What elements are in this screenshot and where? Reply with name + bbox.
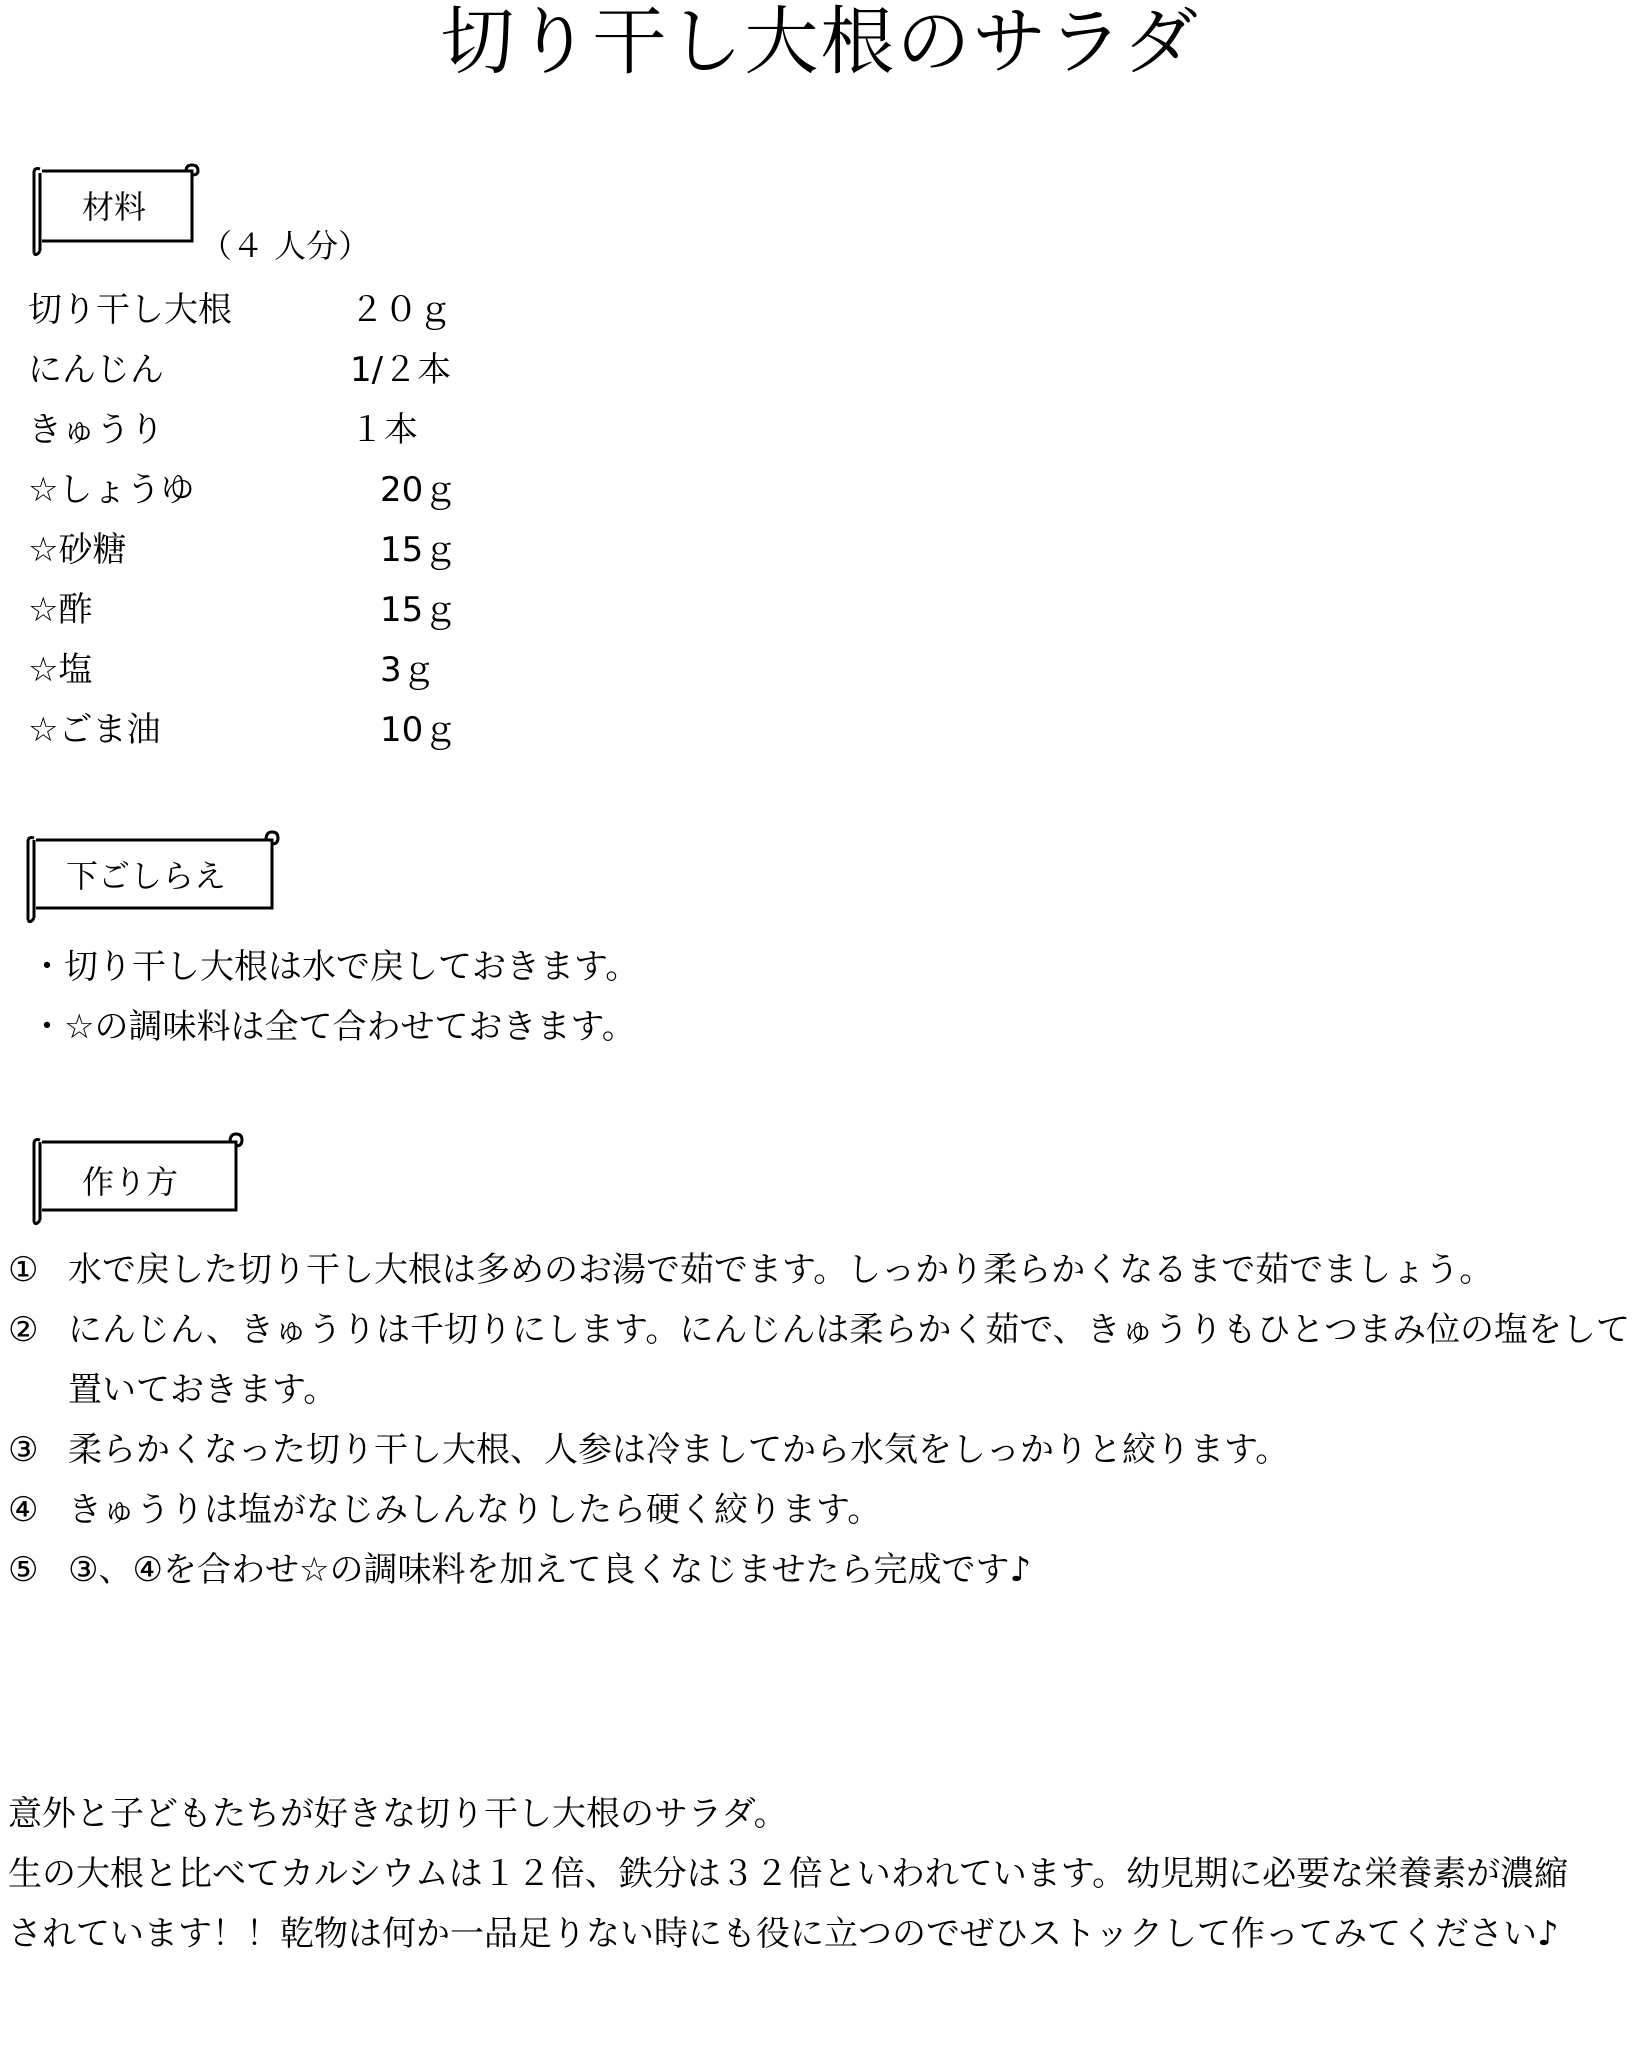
step-number: ① — [8, 1250, 39, 1290]
step-number: ⑤ — [8, 1550, 39, 1590]
ingredient-name: にんじん — [28, 350, 164, 390]
step-text: きゅうりは塩がなじみしんなりしたら硬く絞ります。 — [68, 1490, 882, 1530]
section-header-ingredients — [26, 165, 198, 257]
ingredient-name: ☆塩 — [28, 650, 93, 690]
section-title-ingredients: 材料 — [82, 188, 147, 226]
ingredient-row — [28, 645, 548, 695]
step-text: 水で戻した切り干し大根は多めのお湯で茹でます。しっかり柔らかくなるまで茹でましょう。 — [68, 1250, 1494, 1290]
ingredient-name: ☆砂糖 — [28, 530, 127, 570]
step-number: ③ — [8, 1430, 39, 1470]
section-title-method: 作り方 — [82, 1163, 179, 1201]
servings: （４ 人分） — [200, 227, 371, 265]
step-text: 柔らかくなった切り干し大根、人参は冷ましてから水気をしっかりと絞ります。 — [68, 1430, 1290, 1470]
section-header-prep — [22, 832, 278, 924]
ingredient-row — [28, 405, 548, 455]
ingredient-qty: 10ｇ — [380, 710, 458, 750]
ingredient-qty: ２０ｇ — [350, 290, 452, 330]
ingredient-qty: 20ｇ — [380, 470, 458, 510]
ingredient-qty: 15ｇ — [380, 530, 458, 570]
section-header-method — [26, 1134, 242, 1226]
ingredient-name: ☆ごま油 — [28, 710, 161, 750]
ingredient-name: ☆しょうゆ — [28, 470, 195, 510]
ingredient-name: きゅうり — [28, 410, 164, 450]
ingredient-row — [28, 705, 548, 755]
ingredient-row — [28, 585, 548, 635]
method-step — [8, 1540, 1633, 1600]
prep-item: ・切り干し大根は水で戻しておきます。 — [30, 947, 640, 987]
ingredient-name: 切り干し大根 — [28, 290, 232, 330]
step-text: にんじん、きゅうりは千切りにします。にんじんは柔らかく茹で、きゅうりもひとつまみ位の塩をして置いておきます。 — [68, 1310, 1630, 1410]
step-text: ③、④を合わせ☆の調味料を加えて良くなじませたら完成です♪ — [68, 1550, 1032, 1590]
ingredient-row — [28, 465, 548, 515]
prep-item: ・☆の調味料は全て合わせておきます。 — [30, 1007, 636, 1047]
step-number: ④ — [8, 1490, 39, 1530]
note-line: されています！！乾物は何か一品足りない時にも役に立つのでぜひストックして作ってみてください♪ — [8, 1914, 1559, 1954]
method-step — [8, 1420, 1633, 1480]
note-line: 意外と子どもたちが好きな切り干し大根のサラダ。 — [8, 1794, 788, 1834]
method-step — [8, 1480, 1633, 1540]
ingredient-row — [28, 525, 548, 575]
ingredient-name: ☆酢 — [28, 590, 93, 630]
ingredient-qty: 3ｇ — [380, 650, 436, 690]
ingredient-qty: 15ｇ — [380, 590, 458, 630]
note-line: 生の大根と比べてカルシウムは１２倍、鉄分は３２倍といわれています。幼児期に必要な栄養素が濃縮 — [8, 1854, 1569, 1894]
ingredient-qty: １本 — [350, 410, 418, 450]
page-title: 切り干し大根のサラダ — [440, 0, 1200, 85]
method-step — [8, 1240, 1633, 1300]
method-step — [8, 1300, 1633, 1420]
ingredient-row — [28, 285, 548, 335]
section-title-prep: 下ごしらえ — [66, 857, 227, 895]
ingredient-row — [28, 345, 548, 395]
step-number: ② — [8, 1310, 39, 1350]
ingredient-qty: 1/２本 — [350, 350, 452, 390]
